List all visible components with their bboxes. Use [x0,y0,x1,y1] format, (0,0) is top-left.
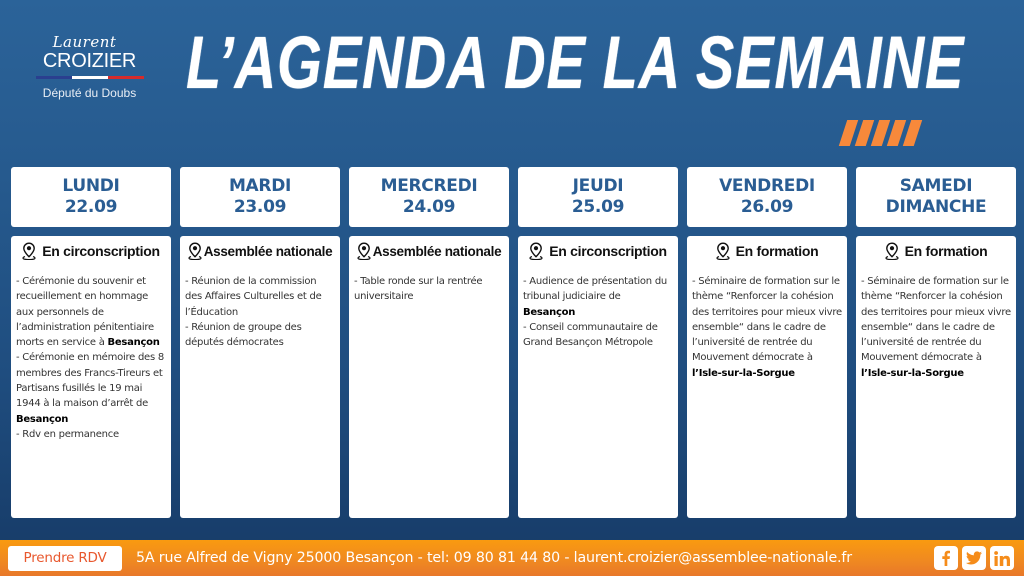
day-column [856,167,1016,518]
accent-stripes [843,120,918,146]
event-text: - Audience de présentation du tribunal judiciaire de [523,276,667,303]
location-label: En circonscription [549,243,667,259]
day-header [349,167,509,227]
map-pin-icon [357,242,371,260]
location-header [861,240,1011,262]
linkedin-glyph-i [995,556,998,566]
twitter-icon[interactable] [962,546,986,570]
event-list [185,274,335,350]
location-label: En formation [904,243,988,259]
event-text: - Réunion de groupe des députés démocrates [185,321,302,349]
event-place: l’Isle-sur-la-Sorgue [861,367,964,379]
map-pin-icon [22,242,36,260]
day-card [180,236,340,518]
location-label: En circonscription [42,243,160,259]
event-text: - Conseil communautaire de Grand Besançon Métropole [523,321,658,349]
event-text: - Réunion de la commission des Affaires Culturelles et de l’Éducation [185,276,322,318]
event-item [861,274,1011,381]
event-text: - Séminaire de formation sur le thème “Renforcer la cohésion des territoires pour mieux vivre ensemble“ dans le cadre de l’université de rentrée du Mouvement démocrate à [861,276,1011,364]
map-pin-icon [188,242,202,260]
day-date: 24.09 [402,197,456,217]
social-links [934,546,1014,570]
event-item [692,274,842,381]
twitter-glyph [966,551,982,564]
day-date: 25.09 [571,197,625,217]
event-item [523,274,673,320]
logo-role: Député du Doubs [42,86,137,100]
day-name: JEUDI [572,176,624,196]
facebook-icon[interactable] [934,546,958,570]
day-name: MERCREDI [380,176,478,196]
event-list [523,274,673,350]
event-place: Besançon [16,413,69,425]
day-date: 22.09 [64,197,118,217]
event-list [692,274,842,381]
day-name: LUNDI [62,176,120,196]
linkedin-glyph-dot [994,551,998,555]
day-card [518,236,678,518]
event-item [185,320,335,351]
event-item [523,320,673,351]
event-place: l’Isle-sur-la-Sorgue [692,367,795,379]
event-text: - Rdv en permanence [16,428,119,440]
map-pin-icon [716,242,730,260]
flag-white [72,76,108,79]
day-name: MARDI [228,176,292,196]
event-item [16,350,166,426]
day-header [180,167,340,227]
day-name: SAMEDI [899,176,973,196]
agenda-grid [11,167,1016,518]
linkedin-glyph-n [1000,555,1010,565]
french-flag-bar [36,76,144,79]
day-header [518,167,678,227]
map-pin-icon [885,242,899,260]
location-header [16,240,166,262]
book-appointment-button[interactable]: Prendre RDV [8,546,122,571]
footer-bar [0,540,1024,576]
event-place: Besançon [523,306,576,318]
day-card [687,236,847,518]
page-title: L’AGENDA DE LA SEMAINE [186,21,965,104]
location-label: En formation [735,243,819,259]
linkedin-icon[interactable] [990,546,1014,570]
flag-red [108,76,144,79]
location-header [185,240,335,262]
day-date: DIMANCHE [885,197,987,217]
event-text: - Séminaire de formation sur le thème “Renforcer la cohésion des territoires pour mieux vivre ensemble“ dans le cadre de l’université de rentrée du Mouvement démocrate à [692,276,842,364]
stripe [903,120,922,146]
day-card [11,236,171,518]
event-text: - Cérémonie en mémoire des 8 membres des Francs-Tireurs et Partisans fusillés le 19 mai 1944 à la maison d’arrêt de [16,352,164,410]
event-text: - Table ronde sur la rentrée universitaire [354,276,483,303]
location-header [354,240,504,262]
day-date: 23.09 [233,197,287,217]
day-column [687,167,847,518]
event-text: - Cérémonie du souvenir et recueillement en hommage aux personnels de l’administration pénitentiaire morts en service à [16,276,154,349]
event-item [354,274,504,305]
event-place: Besançon [107,337,160,349]
logo-surname: CROIZIER [42,50,137,72]
location-header [692,240,842,262]
location-header [523,240,673,262]
location-label: Assemblée nationale [372,243,502,259]
event-list [354,274,504,305]
facebook-glyph [942,551,950,566]
location-label: Assemblée nationale [203,243,333,259]
logo-first-name: Laurent [52,33,117,51]
event-list [16,274,166,442]
flag-blue [36,76,72,79]
logo [22,34,157,100]
day-column [349,167,509,518]
day-header [856,167,1016,227]
event-list [861,274,1011,381]
day-column [180,167,340,518]
event-item [16,274,166,350]
day-column [11,167,171,518]
day-date: 26.09 [740,197,794,217]
day-card [856,236,1016,518]
day-name: VENDREDI [719,176,815,196]
event-item [185,274,335,320]
map-pin-icon [529,242,543,260]
event-item [16,427,166,442]
day-header [11,167,171,227]
day-column [518,167,678,518]
day-header [687,167,847,227]
contact-info: 5A rue Alfred de Vigny 25000 Besançon - tel: 09 80 81 44 80 - laurent.croizier@assemblee-nationale.fr [136,550,852,566]
day-card [349,236,509,518]
